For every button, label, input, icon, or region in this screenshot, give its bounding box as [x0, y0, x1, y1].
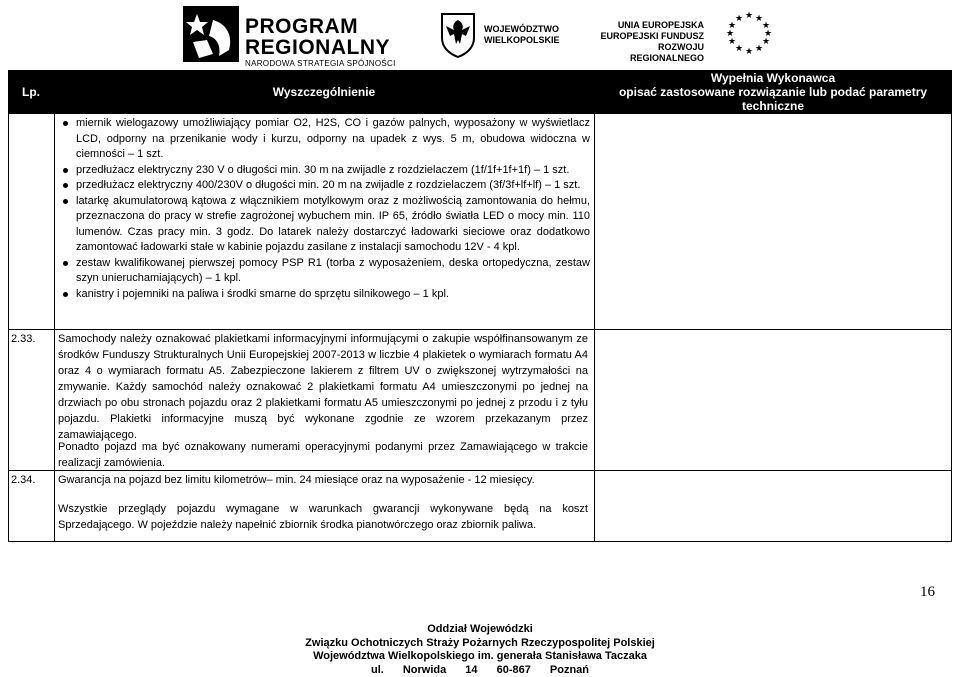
footer-address — [0, 623, 960, 677]
grid-line — [594, 114, 595, 542]
list-item: zestaw kwalifikowanej pierwszej pomocy PSP R1 (torba z wyposażeniem, deska ortopedyczna, zestaw szyn unieruchamiających) – 1 kpl. — [62, 256, 590, 287]
list-item: kanistry i pojemniki na paliwa i środki smarne do sprzętu silnikowego – 1 kpl. — [62, 287, 590, 303]
row-2-33-text-extra: Ponadto pojazd ma być oznakowany numerami operacyjnymi podanymi przez Zamawiającego w trakcie realizacji zamówienia. — [58, 439, 588, 471]
list-item: przedłużacz elektryczny 400/230V o długości min. 20 m na zwijadle z rozdzielaczem (3f/3f+lf+lf) – 1 szt. — [62, 178, 590, 194]
equipment-list — [62, 116, 590, 302]
grid-line — [8, 114, 9, 542]
eagle-emblem-icon — [438, 10, 478, 58]
footer-line: ul. Norwida 14 60-867 Poznań — [0, 664, 960, 677]
row-number-2-33: 2.33. — [11, 331, 35, 347]
svg-text:★: ★ — [745, 46, 753, 54]
program-text: PROGRAM — [245, 16, 358, 37]
header-specification: Wyszczególnienie — [54, 70, 594, 114]
table-bottom-border — [8, 541, 952, 542]
svg-text:★: ★ — [762, 36, 770, 46]
header-contractor: Wypełnia Wykonawca opisać zastosowane rozwiązanie lub podać parametry techniczne — [594, 70, 952, 114]
regionalny-text: REGIONALNY — [245, 37, 390, 58]
svg-text:★: ★ — [745, 10, 753, 20]
program-regionalny-logo — [183, 6, 393, 64]
svg-text:★: ★ — [755, 13, 763, 23]
footer-line: Związku Ochotniczych Straży Pożarnych Rzeczypospolitej Polskiej — [0, 637, 960, 651]
svg-text:★: ★ — [762, 20, 770, 30]
ue-logo-text: UNIA EUROPEJSKA EUROPEJSKI FUNDUSZ ROZWOJU REGIONALNEGO — [592, 12, 772, 62]
grid-line — [951, 114, 952, 542]
row-divider — [8, 329, 952, 330]
eu-stars-icon — [722, 10, 776, 54]
wojewodztwo-text: WOJEWÓDZTWO WIELKOPOLSKIE — [484, 24, 560, 46]
svg-text:★: ★ — [735, 43, 743, 53]
footer-line: Oddział Wojewódzki — [0, 623, 960, 637]
table-header — [8, 70, 952, 114]
row-2-34-text: Gwarancja na pojazd bez limitu kilometrów– min. 24 miesiące oraz na wyposażenie - 12 miesięcy. — [58, 472, 588, 488]
svg-text:★: ★ — [728, 20, 736, 30]
svg-text:★: ★ — [755, 43, 763, 53]
page-number: 16 — [920, 584, 935, 601]
svg-text:★: ★ — [728, 36, 736, 46]
footer-line: Województwa Wielkopolskiego im. generała Stanisława Taczaka — [0, 650, 960, 664]
star-map-icon — [183, 6, 239, 62]
list-item: przedłużacz elektryczny 230 V o długości min. 30 m na zwijadle z rozdzielaczem (1f/1f+1f+1f) – 1 szt. — [62, 163, 590, 179]
header-lp: Lp. — [8, 70, 54, 114]
svg-text:★: ★ — [764, 28, 772, 38]
nss-text: NARODOWA STRATEGIA SPÓJNOŚCI — [245, 59, 396, 68]
wojewodztwo-logo — [438, 10, 598, 60]
row-number-2-34: 2.34. — [11, 472, 35, 488]
row-2-34-text-extra: Wszystkie przeglądy pojazdu wymagane w warunkach gwarancji wykonywane będą na koszt Sprzedającego. W pojeździe należy napełnić zbiornik środka pianotwórczego oraz zbiornik paliwa. — [58, 501, 588, 533]
svg-text:★: ★ — [735, 13, 743, 23]
list-item: latarkę akumulatorową kątowa z włącznikiem motylkowym oraz z możliwością zamontowania do hełmu, przeznaczona do pracy w strefie zagrożonej wybuchem min. IP 65, źródło światła LED o mocy min. 110 lumenów. Czas pracy min. 3 godz. Do latarek należy dostarczyć ładowarki sieciowe oraz dodatkowo zamontować ładowarki stałe w kabinie pojazdu zasilane z instalacji samochodu 12V - 4 kpl. — [62, 194, 590, 256]
row-2-33-text: Samochody należy oznakować plakietkami informacyjnymi informującymi o zakupie współfinansowanym ze środków Funduszy Strukturalnych Unii Europejskiej 2007-2013 w liczbie 4 plakietek o wymiarach formatu A4 oraz 4 o wymiarach formatu A5. Zabezpieczone lakierem z filtrem UV o zwiększonej wytrzymałości na zmywanie. Każdy samochód należy oznakować 2 plakietkami formatu A4 umieszczonymi po jednej na drzwiach po obu stronach pojazdu oraz 2 plakietkami formatu A5 umieszczonymi po jednej z przodu i z tyłu pojazdu. Plakietki informacyjne muszą być wykonane zgodnie ze wzorem przekazanym przez zamawiającego. — [58, 331, 588, 443]
svg-text:★: ★ — [726, 28, 734, 38]
specification-table — [8, 70, 952, 542]
list-item: miernik wielogazowy umożliwiający pomiar O2, H2S, CO i gazów palnych, wyposażony w wyświetlacz LCD, odporny na przenikanie wody i kurzu, odporny na upadek z wys. 5 m, obudowa widoczna w ciemności – 1 szt. — [62, 116, 590, 163]
logo-header — [0, 0, 960, 70]
grid-line — [54, 114, 55, 542]
